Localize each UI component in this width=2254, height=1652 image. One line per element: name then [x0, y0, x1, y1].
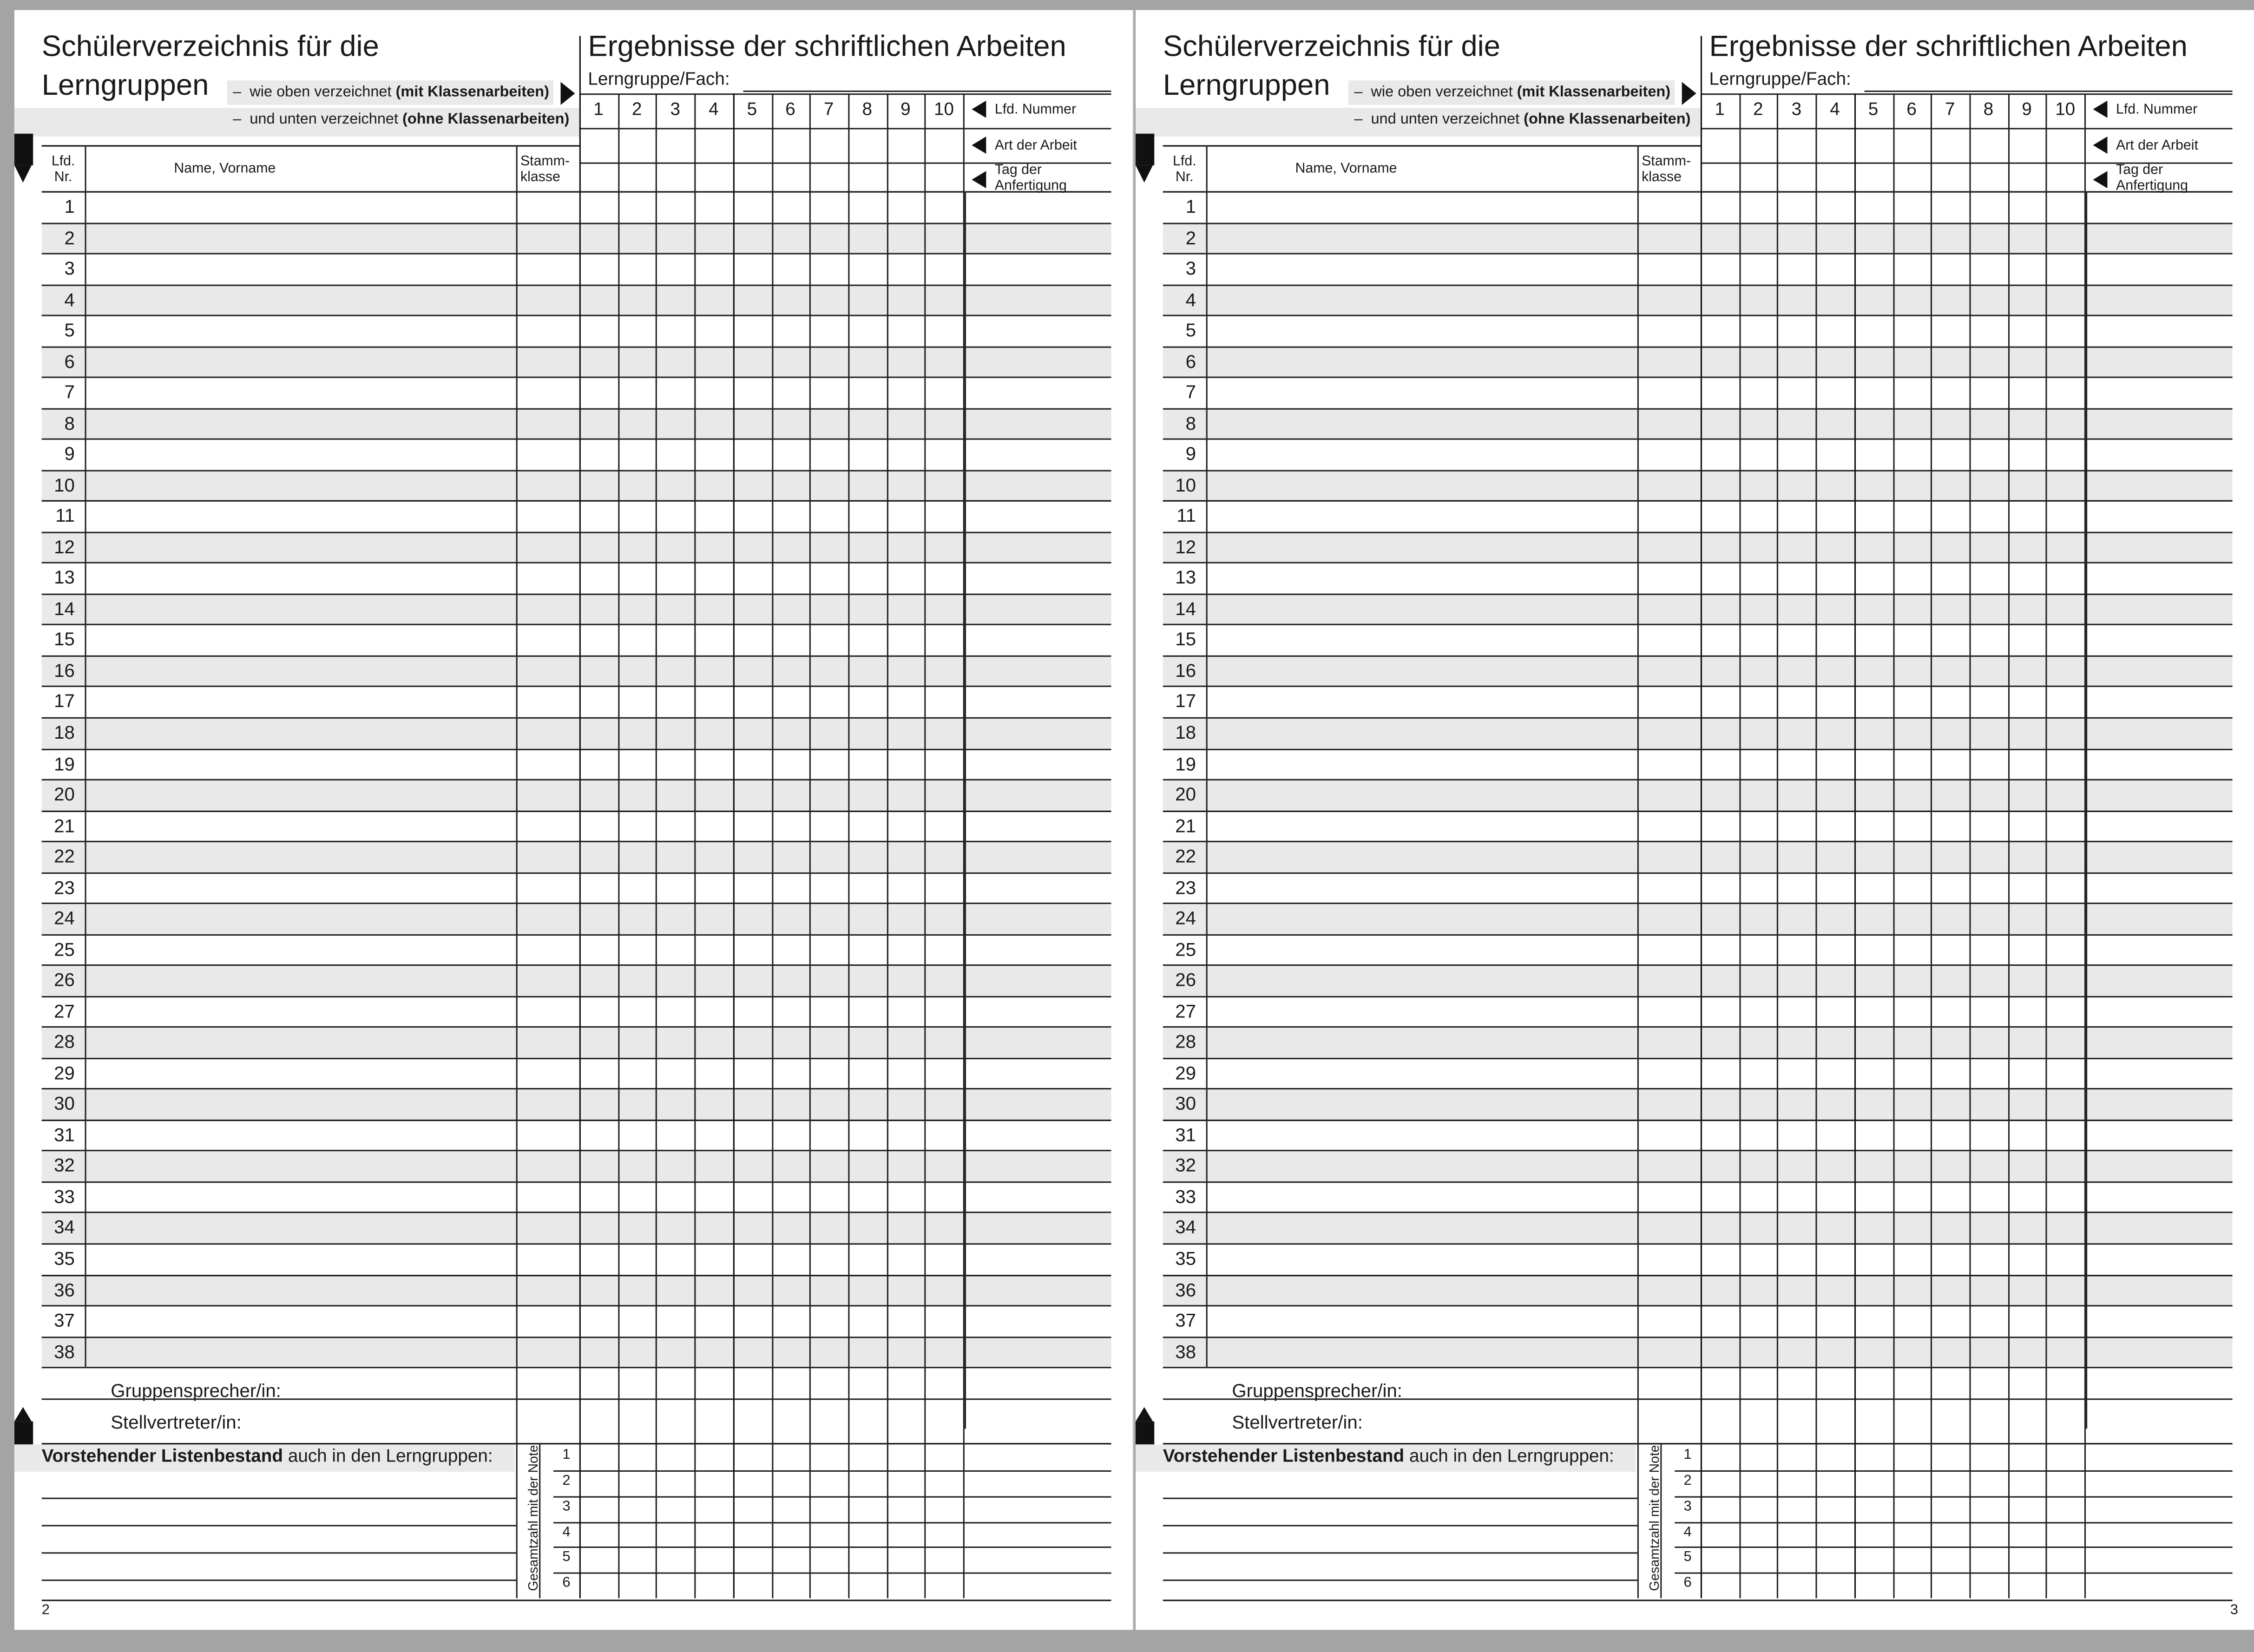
row-number: 24 [1175, 907, 1196, 929]
row-number: 15 [54, 629, 75, 650]
student-name-cell[interactable] [86, 719, 515, 747]
row-number: 31 [1175, 1123, 1196, 1146]
grade-row-rule [1675, 1470, 2232, 1471]
row-number: 25 [54, 938, 75, 960]
page-edge [1133, 10, 1134, 1630]
assignment-column-number: 8 [1983, 99, 1994, 119]
row-number: 14 [54, 597, 75, 620]
student-name-cell[interactable] [86, 255, 515, 282]
grade-row-rule [1675, 1547, 2232, 1548]
page-title-line1: Schülerverzeichnis für die [1163, 30, 1501, 64]
student-name-cell[interactable] [86, 409, 515, 437]
student-name-cell[interactable] [1208, 285, 1636, 313]
assignment-col-divider [809, 93, 811, 1598]
page-number: 3 [2230, 1602, 2238, 1619]
grade-row-rule [1675, 1521, 2232, 1523]
row-number: 16 [1175, 659, 1196, 682]
student-name-cell[interactable] [86, 812, 515, 839]
student-name-cell[interactable] [86, 842, 515, 870]
student-name-cell[interactable] [1208, 1306, 1636, 1334]
row-number: 22 [54, 845, 75, 867]
assignment-col-divider [1931, 93, 1932, 1598]
results-title: Ergebnisse der schriftlichen Arbeiten [1709, 30, 2188, 64]
student-name-cell[interactable] [86, 1028, 515, 1056]
row-number: 30 [1175, 1093, 1196, 1114]
student-name-cell[interactable] [1208, 1245, 1636, 1272]
student-name-cell[interactable] [1208, 997, 1636, 1025]
assignment-col-divider [925, 93, 926, 1598]
listenbestand-label: Vorstehender Listenbestand auch in den Lerngruppen: [41, 1446, 493, 1466]
student-name-cell[interactable] [1208, 935, 1636, 963]
assignment-column-number: 3 [670, 99, 680, 119]
assignment-column-number: 7 [823, 99, 834, 119]
col-stamm-header: Stamm- klasse [520, 154, 570, 186]
row-number: 33 [54, 1186, 75, 1207]
row-number: 7 [64, 381, 75, 403]
lerngruppen-line[interactable] [42, 1552, 516, 1554]
row-number: 17 [1175, 690, 1196, 712]
group-subject-label: Lerngruppe/Fach: [588, 69, 730, 89]
assignment-col-divider [618, 93, 619, 1598]
grade-number: 4 [562, 1524, 571, 1540]
row-number: 21 [1175, 814, 1196, 836]
grade-number: 2 [1683, 1473, 1692, 1489]
row-rule [1163, 1367, 2233, 1369]
header-top-rule [42, 145, 579, 146]
arrow-left-icon [972, 171, 986, 188]
student-name-cell[interactable] [1208, 719, 1636, 747]
results-header-rule [579, 93, 1111, 95]
assignment-column-number: 4 [709, 99, 719, 119]
section-tab-arrow-bottom [1136, 1407, 1153, 1422]
row-number: 6 [64, 350, 75, 372]
grade-row-rule [553, 1496, 1111, 1497]
student-name-cell[interactable] [1208, 1152, 1636, 1180]
assignment-column-number: 9 [900, 99, 911, 119]
grade-number: 6 [1683, 1575, 1692, 1592]
row-number: 19 [54, 752, 75, 774]
grade-number: 5 [562, 1550, 571, 1566]
grade-row-rule [1675, 1573, 2232, 1574]
row-number: 10 [54, 474, 75, 496]
page-title-line1: Schülerverzeichnis für die [41, 30, 379, 64]
student-name-cell[interactable] [86, 564, 515, 592]
assignment-column-number: 4 [1830, 99, 1840, 119]
student-name-cell[interactable] [86, 595, 515, 623]
arrow-left-icon [972, 137, 986, 154]
row-number: 1 [64, 195, 75, 217]
student-name-cell[interactable] [86, 1059, 515, 1087]
student-name-cell[interactable] [86, 657, 515, 685]
lerngruppen-line[interactable] [1163, 1580, 1637, 1581]
student-name-cell[interactable] [1208, 316, 1636, 344]
grade-row-rule [1675, 1496, 2232, 1497]
results-header-rule [1701, 163, 2233, 164]
student-name-cell[interactable] [1208, 1028, 1636, 1056]
row-number: 36 [54, 1278, 75, 1300]
arrow-left-icon [2093, 137, 2108, 154]
gesamtzahl-label: Gesamtzahl mit der Note [526, 1445, 541, 1591]
group-subject-line[interactable] [743, 91, 1111, 92]
row-number: 19 [1175, 752, 1196, 774]
student-name-cell[interactable] [86, 285, 515, 313]
student-name-cell[interactable] [1208, 1276, 1636, 1304]
row-number: 14 [1175, 597, 1196, 620]
student-name-cell[interactable] [86, 1090, 515, 1118]
grade-row-rule [553, 1470, 1111, 1471]
lerngruppen-line[interactable] [1163, 1552, 1637, 1554]
results-header-rule [1701, 128, 2233, 129]
row-number: 16 [54, 659, 75, 682]
student-name-cell[interactable] [86, 780, 515, 808]
assignment-col-divider [656, 93, 657, 1598]
row-number: 12 [54, 536, 75, 557]
section-tab-marker-bottom [1136, 1422, 1154, 1445]
col-divider [965, 191, 966, 1429]
results-title: Ergebnisse der schriftlichen Arbeiten [588, 30, 1066, 64]
row-number: 2 [64, 226, 75, 248]
row-number: 23 [54, 876, 75, 898]
col-name-header: Name, Vorname [174, 161, 276, 177]
assignment-col-divider [1816, 93, 1817, 1598]
group-subject-line[interactable] [1865, 91, 2233, 92]
row-rule [1163, 1398, 2233, 1399]
col-lfd-nr-header: Lfd. Nr. [1172, 154, 1196, 186]
bottom-rule [42, 1600, 1111, 1601]
page-title-line2: Lerngruppen [41, 69, 209, 102]
assignment-column-number: 5 [1868, 99, 1879, 119]
student-name-cell[interactable] [86, 688, 515, 715]
row-number: 28 [54, 1031, 75, 1053]
legend-tag: Tag der Anfertigung [2116, 162, 2188, 194]
student-name-cell[interactable] [86, 905, 515, 932]
student-name-cell[interactable] [1208, 471, 1636, 499]
row-number: 24 [54, 907, 75, 929]
student-name-cell[interactable] [1208, 533, 1636, 561]
note-above: – wie oben verzeichnet (mit Klassenarbeiten) [1354, 83, 1671, 101]
row-number: 13 [1175, 567, 1196, 589]
student-name-cell[interactable] [1208, 502, 1636, 530]
row-number: 11 [55, 505, 75, 527]
row-number: 20 [54, 783, 75, 805]
row-number: 31 [54, 1123, 75, 1146]
row-number: 11 [1176, 505, 1196, 527]
assignment-col-divider [848, 93, 849, 1598]
results-left-border [1701, 36, 1702, 1598]
stellvertreter-label: Stellvertreter/in: [1232, 1411, 1363, 1433]
student-name-cell[interactable] [1208, 1183, 1636, 1211]
student-name-cell[interactable] [1208, 564, 1636, 592]
student-name-cell[interactable] [1208, 223, 1636, 251]
right-page [1136, 10, 2254, 1630]
row-number: 35 [54, 1247, 75, 1269]
row-number: 34 [1175, 1216, 1196, 1239]
student-name-cell[interactable] [1208, 749, 1636, 777]
arrow-left-icon [2093, 101, 2108, 118]
student-name-cell[interactable] [1208, 657, 1636, 685]
row-number: 27 [54, 1000, 75, 1022]
col-divider [516, 145, 518, 1598]
row-number: 32 [1175, 1154, 1196, 1176]
student-name-cell[interactable] [1208, 1214, 1636, 1242]
assignment-col-divider [1969, 93, 1971, 1598]
col-lfd-nr-header: Lfd. Nr. [51, 154, 75, 186]
results-header-rule [1701, 93, 2233, 95]
row-number: 5 [1185, 319, 1196, 341]
lerngruppen-line[interactable] [42, 1525, 516, 1526]
page-number: 2 [41, 1602, 50, 1619]
row-number: 5 [64, 319, 75, 341]
student-name-cell[interactable] [1208, 873, 1636, 901]
row-number: 37 [54, 1309, 75, 1331]
col-name-header: Name, Vorname [1295, 161, 1397, 177]
listenbestand-label: Vorstehender Listenbestand auch in den Lerngruppen: [1163, 1446, 1614, 1466]
group-subject-label: Lerngruppe/Fach: [1709, 69, 1851, 89]
row-number: 26 [54, 969, 75, 991]
assignment-col-divider [695, 93, 696, 1598]
legend-art: Art der Arbeit [994, 138, 1077, 154]
assignment-column-number: 6 [785, 99, 795, 119]
grade-number: 2 [562, 1473, 571, 1489]
student-name-cell[interactable] [1208, 255, 1636, 282]
grade-number: 6 [562, 1575, 571, 1592]
student-name-cell[interactable] [86, 749, 515, 777]
footer-top-rule [42, 1443, 1111, 1444]
row-number: 36 [1175, 1278, 1196, 1300]
row-number: 38 [54, 1340, 75, 1362]
col-divider [1660, 1444, 1662, 1598]
assignment-column-number: 1 [1715, 99, 1725, 119]
student-name-cell[interactable] [1208, 595, 1636, 623]
student-name-cell[interactable] [86, 223, 515, 251]
assignment-column-number: 5 [747, 99, 757, 119]
row-number: 3 [1185, 257, 1196, 279]
student-name-cell[interactable] [86, 471, 515, 499]
student-name-cell[interactable] [86, 347, 515, 375]
row-number: 32 [54, 1154, 75, 1176]
student-name-cell[interactable] [86, 966, 515, 994]
assignment-column-number: 10 [933, 99, 954, 119]
row-number: 28 [1175, 1031, 1196, 1053]
student-name-cell[interactable] [86, 997, 515, 1025]
student-name-cell[interactable] [86, 1121, 515, 1149]
col-divider [1637, 145, 1639, 1598]
row-number: 13 [54, 567, 75, 589]
student-name-cell[interactable] [1208, 409, 1636, 437]
student-name-cell[interactable] [1208, 966, 1636, 994]
student-name-cell[interactable] [1208, 688, 1636, 715]
row-number: 37 [1175, 1309, 1196, 1331]
assignment-col-divider [2046, 93, 2047, 1598]
assignment-column-number: 9 [2022, 99, 2032, 119]
section-tab-arrow [1136, 165, 1153, 183]
student-name-cell[interactable] [1208, 378, 1636, 406]
assignment-col-divider [733, 93, 734, 1598]
section-tab-marker [1136, 134, 1154, 165]
student-name-cell[interactable] [86, 316, 515, 344]
student-name-cell[interactable] [86, 1245, 515, 1272]
row-number: 35 [1175, 1247, 1196, 1269]
row-number: 4 [1185, 288, 1196, 310]
stellvertreter-label: Stellvertreter/in: [111, 1411, 242, 1433]
note-below: – und unten verzeichnet (ohne Klassenarbeiten) [233, 111, 570, 128]
student-name-cell[interactable] [86, 533, 515, 561]
student-name-cell[interactable] [1208, 780, 1636, 808]
grade-row-rule [553, 1573, 1111, 1574]
student-name-cell[interactable] [1208, 1121, 1636, 1149]
row-number: 30 [54, 1093, 75, 1114]
col-stamm-header: Stamm- klasse [1642, 154, 1691, 186]
student-name-cell[interactable] [1208, 1337, 1636, 1365]
lerngruppen-line[interactable] [1163, 1525, 1637, 1526]
assignment-col-divider [887, 93, 888, 1598]
assignment-col-divider [771, 93, 773, 1598]
legend-art: Art der Arbeit [2116, 138, 2198, 154]
grade-row-rule [553, 1521, 1111, 1523]
student-name-cell[interactable] [1208, 440, 1636, 468]
row-number: 27 [1175, 1000, 1196, 1022]
student-name-cell[interactable] [86, 1152, 515, 1180]
student-name-cell[interactable] [86, 626, 515, 654]
row-number: 34 [54, 1216, 75, 1239]
student-name-cell[interactable] [1208, 1090, 1636, 1118]
student-name-cell[interactable] [86, 378, 515, 406]
grade-number: 4 [1683, 1524, 1692, 1540]
left-page [14, 10, 1134, 1630]
row-number: 2 [1185, 226, 1196, 248]
row-number: 18 [1175, 721, 1196, 743]
grade-number: 5 [1683, 1550, 1692, 1566]
grade-number: 3 [1683, 1498, 1692, 1514]
assignment-column-number: 2 [1753, 99, 1763, 119]
row-number: 22 [1175, 845, 1196, 867]
row-rule [42, 1367, 1111, 1369]
grade-number: 1 [562, 1447, 571, 1463]
assignment-col-divider [1854, 93, 1855, 1598]
grade-number: 1 [1683, 1447, 1692, 1463]
student-name-cell[interactable] [1208, 1059, 1636, 1087]
row-number: 15 [1175, 629, 1196, 650]
assignment-col-divider [1893, 93, 1894, 1598]
bottom-rule [1163, 1600, 2233, 1601]
row-number: 1 [1185, 195, 1196, 217]
arrow-left-icon [2093, 171, 2108, 188]
assignment-col-divider [1777, 93, 1779, 1598]
grade-row-rule [553, 1547, 1111, 1548]
col-divider [539, 1444, 540, 1598]
row-number: 33 [1175, 1186, 1196, 1207]
student-name-cell[interactable] [1208, 626, 1636, 654]
gruppensprecher-label: Gruppensprecher/in: [111, 1380, 281, 1402]
col-divider [2086, 191, 2087, 1429]
student-name-cell[interactable] [86, 873, 515, 901]
student-name-cell[interactable] [86, 1183, 515, 1211]
section-tab-marker-bottom [14, 1422, 33, 1445]
student-name-cell[interactable] [1208, 193, 1636, 221]
results-header-rule [579, 163, 1111, 164]
arrow-right-icon [561, 82, 575, 105]
row-number: 29 [1175, 1062, 1196, 1084]
section-tab-arrow [14, 165, 32, 183]
legend-lfd-nummer: Lfd. Nummer [2116, 102, 2198, 118]
row-number: 25 [1175, 938, 1196, 960]
gesamtzahl-label: Gesamtzahl mit der Note [1647, 1445, 1662, 1591]
student-name-cell[interactable] [1208, 812, 1636, 839]
legend-lfd-nummer: Lfd. Nummer [994, 102, 1077, 118]
header-top-rule [1163, 145, 1701, 146]
assignment-column-number: 10 [2055, 99, 2076, 119]
student-name-cell[interactable] [86, 440, 515, 468]
student-name-cell[interactable] [86, 502, 515, 530]
assignment-col-divider [2008, 93, 2009, 1598]
footer-top-rule [1163, 1443, 2233, 1444]
arrow-right-icon [1682, 82, 1696, 105]
grade-number: 3 [562, 1498, 571, 1514]
row-number: 4 [64, 288, 75, 310]
row-number: 23 [1175, 876, 1196, 898]
row-number: 9 [1185, 443, 1196, 465]
student-name-cell[interactable] [1208, 905, 1636, 932]
assignment-column-number: 1 [593, 99, 604, 119]
row-number: 21 [54, 814, 75, 836]
student-name-cell[interactable] [86, 1337, 515, 1365]
row-number: 9 [64, 443, 75, 465]
assignment-column-number: 2 [631, 99, 642, 119]
lerngruppen-line[interactable] [42, 1580, 516, 1581]
student-name-cell[interactable] [86, 193, 515, 221]
row-number: 26 [1175, 969, 1196, 991]
section-tab-marker [14, 134, 33, 165]
assignment-column-number: 8 [862, 99, 872, 119]
lerngruppen-line[interactable] [1163, 1498, 1637, 1499]
row-number: 12 [1175, 536, 1196, 557]
row-number: 18 [54, 721, 75, 743]
row-number: 17 [54, 690, 75, 712]
student-name-cell[interactable] [1208, 842, 1636, 870]
row-number: 3 [64, 257, 75, 279]
student-name-cell[interactable] [86, 935, 515, 963]
note-below: – und unten verzeichnet (ohne Klassenarbeiten) [1354, 111, 1691, 128]
results-header-rule [579, 128, 1111, 129]
page-title-line2: Lerngruppen [1163, 69, 1330, 102]
row-number: 8 [64, 412, 75, 434]
assignment-column-number: 3 [1791, 99, 1802, 119]
assignment-col-divider [1739, 93, 1740, 1598]
section-tab-arrow-bottom [14, 1407, 32, 1422]
student-name-cell[interactable] [1208, 347, 1636, 375]
row-number: 8 [1185, 412, 1196, 434]
lerngruppen-line[interactable] [42, 1498, 516, 1499]
results-left-border [579, 36, 581, 1598]
row-rule [42, 1398, 1111, 1399]
gruppensprecher-label: Gruppensprecher/in: [1232, 1380, 1403, 1402]
student-name-cell[interactable] [86, 1214, 515, 1242]
student-name-cell[interactable] [86, 1276, 515, 1304]
assignment-column-number: 7 [1945, 99, 1955, 119]
row-number: 6 [1185, 350, 1196, 372]
note-above: – wie oben verzeichnet (mit Klassenarbeiten) [233, 83, 549, 101]
row-number: 38 [1175, 1340, 1196, 1362]
row-number: 29 [54, 1062, 75, 1084]
row-number: 20 [1175, 783, 1196, 805]
legend-tag: Tag der Anfertigung [994, 162, 1067, 194]
row-number: 7 [1185, 381, 1196, 403]
arrow-left-icon [972, 101, 986, 118]
row-number: 10 [1175, 474, 1196, 496]
assignment-column-number: 6 [1906, 99, 1917, 119]
student-name-cell[interactable] [86, 1306, 515, 1334]
